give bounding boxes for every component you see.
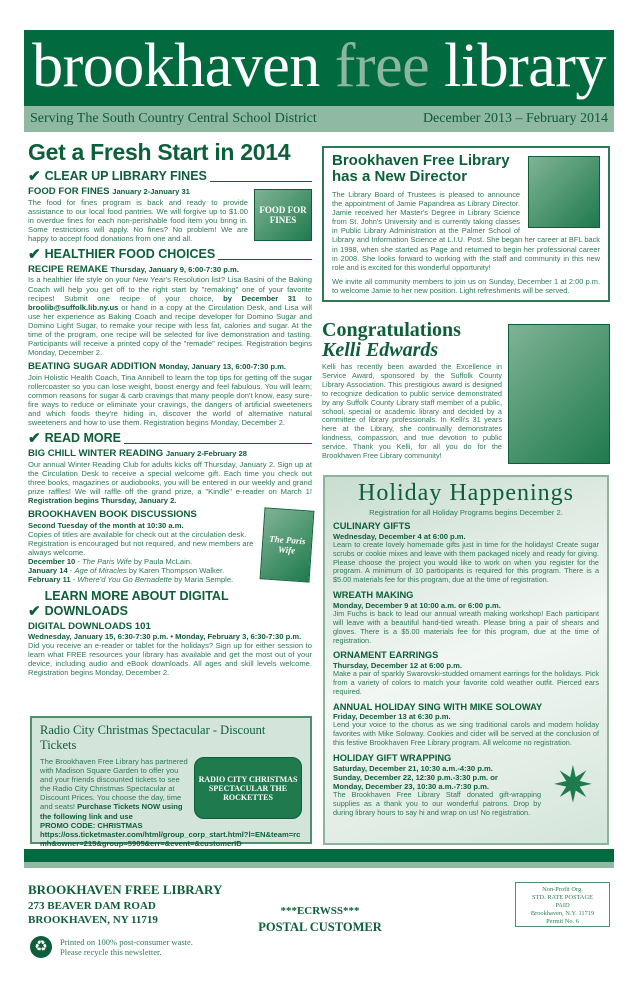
recycle-note bbox=[30, 936, 193, 958]
congrats-body: Kelli has recently been awarded the Excellence in Service Award, sponsored by the Suffolk County Library Association. This prestigious award is designed to recognize dedication to public service demonstrated by any Suffolk County Library staff member of a public, school, special or academic library and decided by a committee of library professionals. In Kelli's 31 years here at the Library, she continually demonstrates kindness, compassion, and true devotion to public service. Thank you Kelli, for all you do for the Brookhaven Free Library community! bbox=[322, 362, 502, 461]
left-column bbox=[28, 139, 312, 677]
event-title: ANNUAL HOLIDAY SING WITH MIKE SOLOWAY bbox=[333, 701, 543, 712]
radio-city-logo: RADIO CITY CHRISTMAS SPECTACULAR THE ROCKETTES bbox=[194, 757, 302, 819]
masthead-free: free bbox=[334, 32, 430, 100]
subtitle: Serving The South Country Central School District bbox=[30, 111, 317, 126]
masthead-library: library bbox=[444, 32, 606, 100]
holiday-event bbox=[333, 521, 599, 585]
headline: Get a Fresh Start in 2014 bbox=[28, 139, 291, 165]
holiday-event bbox=[333, 753, 599, 818]
checkmark-icon: ✔ bbox=[28, 430, 41, 448]
event-body: Learn to create lovely homemade gifts just in time for the holidays! Create sugar scrubs or cookie mixes and leave with them packaged nicely and ready for giving. Please choose the project you would like to work on when you register for the program. A minimum of 10 participants is required for this program. There is a $5.00 materials fee for this program, due at the time of registration. bbox=[333, 539, 599, 585]
recycle-icon: ♻ bbox=[30, 936, 52, 958]
event-title: ORNAMENT EARRINGS bbox=[333, 650, 439, 661]
postal-block bbox=[250, 905, 390, 935]
postage-indicia: Non-Profit Org. STD. RATE POSTAGE PAID Brookhaven, N.Y. 11719 Permit No. 6 bbox=[515, 882, 610, 927]
article-title: FOOD FOR FINES January 2-January 31 bbox=[28, 186, 190, 197]
masthead-title: brookhaven bbox=[32, 32, 320, 100]
event-when: Thursday, December 12 at 6:00 p.m. bbox=[333, 660, 463, 670]
section-heading: ✔ CLEAR UP LIBRARY FINES bbox=[28, 169, 312, 184]
food-for-fines-image: FOOD FOR FINES bbox=[254, 189, 312, 241]
event-body: Jim Fuchs is back to lead our annual wreath making workshop! Each participant will leave with a beautiful hand-tied wreath. Please bring a pair of shears and gloves. There is a $5.00 materials fee for this program, due at the time of registration. bbox=[333, 608, 599, 645]
book-item: January 14 - Age of Miracles by Karen Thompson Walker. bbox=[28, 566, 225, 576]
checkmark-icon: ✔ bbox=[28, 602, 41, 620]
section-heading: ✔ HEALTHIER FOOD CHOICES bbox=[28, 247, 312, 262]
director-photo bbox=[528, 156, 600, 228]
footer-address bbox=[28, 882, 222, 926]
article-body: Is a healthier life style on your New Year's Resolution list? Lisa Basini of the Baking Coach will help you get off to the right start by "remaking" one of your favorite recipes! Submit one recipe of your choice, by December 31 to broolib@suffolk.lib.ny.us or hand in a copy at the Circulation Desk, and Lisa will use her experience as Baking Coach and recipe developer for Domino Sugar and Domino Light Sugar, to remake your recipe with less fat, calories and sugar. At the time of the program, one recipe will be selected for live demonstration and tasting. Participants will receive a printed copy of the "remade" recipes. Registration begins Monday, December 2. bbox=[28, 275, 312, 358]
ecrwss: ***ECRWSS*** bbox=[280, 905, 360, 917]
checkmark-icon: ✔ bbox=[28, 245, 41, 263]
article-body: Our annual Winter Reading Club for adults kicks off Thursday, January 2. Sign up at the Circulation Desk to receive a special welcome gift. Each time you check out three books, magazines or audiobooks, you will be entered in our weekly and grand prize raffles! We will raffle off the grand prize, a "Kindle" e-reader on March 1! Registration begins Thursday, January 2. bbox=[28, 459, 312, 506]
book-item: February 11 - Where'd You Go Bernadette by Maria Semple. bbox=[28, 575, 234, 585]
postal-customer: POSTAL CUSTOMER bbox=[258, 920, 382, 934]
article-body: The food for fines program is back and ready to provide assistance to our local food pantries. We will forgive up to $1.00 in overdue fines for each non-perishable food item you bring in. Some restrictions will apply. No fines? No problem! We are happy to accept food donations from one and all. bbox=[28, 197, 248, 243]
congrats-section bbox=[322, 320, 610, 461]
article-title: DIGITAL DOWNLOADS 101 bbox=[28, 620, 151, 632]
section-heading: ✔ LEARN MORE ABOUT DIGITAL DOWNLOADS bbox=[28, 588, 229, 620]
article-body: Join Holistic Health Coach, Tina Annibell to learn the top tips for getting off the sugar rollercoaster so you can lose weight, boost energy and feel fabulous. You will learn; common reasons for sugar & carb cravings that many people don't know, easy sure-fire ways to reduce or eliminate your cravings, the dangers of artificial sweeteners and which foods they're hiding in, discover the world of alternative natural sweeteners and how to use them. Registration begins Monday, December 2. bbox=[28, 372, 312, 428]
book-cover-image: The Paris Wife bbox=[260, 508, 315, 583]
kelli-photo bbox=[508, 324, 610, 464]
checkmark-icon: ✔ bbox=[28, 168, 41, 185]
event-when: Monday, December 9 at 10:00 a.m. or 6:00 p.m. bbox=[333, 600, 501, 610]
director-body: The Library Board of Trustees is pleased to announce the appointment of Jamie Papandrea as Library Director. Jamie received her Master's Degree in Library Science from St. John's University and is currently taking classes in Public Library Administration at the Palmer School of Library and Information Science at L.I.U. Post. She began her career at BFL back in 1998, when she started as Page and returned to begin her professional career in 2008. She looks forward to working with the staff and community in this new role and is excited for this wonderful opportunity! bbox=[332, 190, 600, 272]
divider-bar bbox=[24, 849, 614, 862]
holiday-note: Registration for all Holiday Programs begins December 2. bbox=[369, 508, 563, 517]
holiday-title: Holiday Happenings bbox=[358, 480, 574, 506]
holiday-event bbox=[333, 590, 599, 645]
book-item: December 10 - The Paris Wife by Paula McLain. bbox=[28, 557, 193, 567]
radio-city-box bbox=[30, 716, 312, 848]
event-when: Friday, December 13 at 6:30 p.m. bbox=[333, 712, 451, 722]
date-range: December 2013 – February 2014 bbox=[422, 111, 608, 126]
article-title: BEATING SUGAR ADDITION Monday, January 13, 6:00-7:30 p.m. bbox=[28, 361, 287, 373]
footer-name: BROOKHAVEN FREE LIBRARY bbox=[28, 882, 223, 897]
recycle-line-2: Please recycle this newsletter. bbox=[60, 947, 162, 957]
article-body: Copies of titles are available for check out at the circulation desk. Registration is encouraged but not required, and new members are always welcome. bbox=[28, 529, 254, 558]
poinsettia-icon: ✷ bbox=[552, 757, 594, 814]
director-title: Brookhaven Free Library has a New Director bbox=[332, 152, 510, 185]
holiday-box bbox=[323, 475, 609, 845]
article-subtitle: Wednesday, January 15, 6:30-7:30 p.m. • Monday, February 3, 6:30-7:30 p.m. bbox=[28, 632, 302, 641]
ticket-link[interactable]: https://oss.ticketmaster.com/html/group_corp_start.html?l=EN&team=rcmh&owner=215&group=5905&err=&event=&customerID bbox=[40, 829, 301, 848]
article-subtitle: Second Tuesday of the month at 10:30 a.m. bbox=[28, 520, 184, 530]
congrats-name: Kelli Edwards bbox=[322, 339, 439, 361]
email-link[interactable]: broolib@suffolk.lib.ny.us bbox=[28, 302, 119, 312]
holiday-event bbox=[333, 702, 599, 748]
article-title: RECIPE REMAKE Thursday, January 9, 6:00-7:30 p.m. bbox=[28, 263, 239, 275]
radio-city-title: Radio City Christmas Spectacular - Discount Tickets bbox=[40, 723, 266, 752]
masthead-band bbox=[24, 106, 614, 132]
event-title: HOLIDAY GIFT WRAPPING bbox=[333, 753, 452, 764]
footer-address-2: BROOKHAVEN, NY 11719 bbox=[28, 914, 158, 926]
event-title: WREATH MAKING bbox=[333, 590, 414, 601]
director-invite: We invite all community members to join us on Sunday, December 1 at 2:00 p.m. to welcome Jamie to her new position. Light refreshments will be served. bbox=[332, 276, 600, 295]
radio-city-body: The Brookhaven Free Library has partnered with Madison Square Garden to offer you and your friends discounted tickets to see the Radio City Christmas Spectacular at Discount Prices. You choose the day, time and seats! Purchase Tickets NOW using the following link and use PROMO CODE: CHRISTMAS bbox=[40, 757, 188, 830]
section-heading: ✔ READ MORE bbox=[28, 431, 312, 446]
holiday-events bbox=[333, 521, 599, 817]
event-when: Wednesday, December 4 at 6:00 p.m. bbox=[333, 531, 466, 541]
event-title: CULINARY GIFTS bbox=[333, 521, 411, 532]
event-body: Lend your voice to the chorus as we sing traditional carols and modern holiday favorites with Mike Soloway. Cookies and cider will be served at the conclusion of this festive Brookhaven Free Library program. All welcome no registration. bbox=[333, 720, 599, 748]
event-when: Saturday, December 21, 10:30 a.m.-4:30 p.m. Sunday, December 22, 12:30 p.m.-3:30 p.m. or Monday, December 23, 10:30 a.m.-7:30 p.m. bbox=[333, 763, 498, 791]
divider-band bbox=[24, 862, 614, 868]
footer-address-1: 273 BEAVER DAM ROAD bbox=[28, 900, 156, 912]
congrats-title: Congratulations bbox=[322, 319, 461, 341]
event-body: Make a pair of sparkly Swarovski-studded ornament earrings for the holidays. Pick from a variety of colors to match your favorite cold weather outfit. Pierced ears required. bbox=[333, 669, 599, 696]
article-title: BROOKHAVEN BOOK DISCUSSIONS bbox=[28, 509, 197, 521]
director-box bbox=[322, 146, 610, 302]
article-title: BIG CHILL WINTER READING January 2-February 28 bbox=[28, 448, 247, 460]
recycle-line-1: Printed on 100% post-consumer waste. bbox=[60, 937, 193, 947]
masthead bbox=[24, 30, 614, 106]
article-body: Did you receive an e-reader or tablet for the holidays? Sign up for either session to learn what FREE resources your library has available and get the most out of your device, including audio and eBook downloads. All ages and skill levels welcome. Registration begins Monday, December 2. bbox=[28, 641, 312, 678]
holiday-event bbox=[333, 650, 599, 696]
event-body: The Brookhaven Free Library Staff donated gift-wrapping supplies as a thank you to our wonderful patrons. Drop by during library hours to say hi and wrap on us! No registration. bbox=[333, 789, 541, 817]
